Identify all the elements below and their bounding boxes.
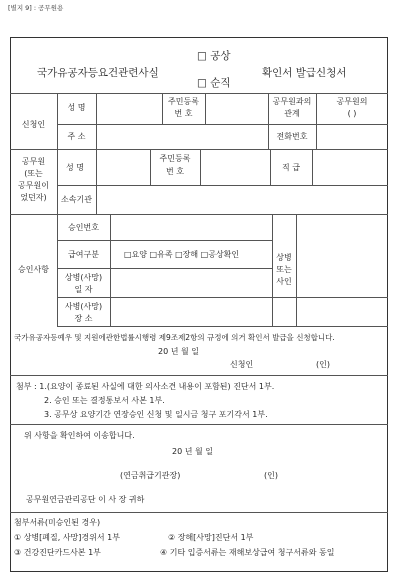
form-label: [별지 9] : 공무원용 <box>8 4 64 12</box>
approval-section-label: 승인사항 <box>18 265 49 274</box>
document-item-3: ③ 건강진단카드사본 1부 <box>14 548 101 557</box>
declaration-seal: (인) <box>316 360 330 369</box>
injury-label-2: 또는 <box>276 265 292 274</box>
rule <box>57 268 272 269</box>
approval-number-label: 승인번호 <box>68 223 99 232</box>
applicant-section-label: 신청인 <box>21 120 46 129</box>
applicant-rrn-label-1: 주민등록 <box>168 97 199 106</box>
civil-servant-agency-label: 소속기관 <box>61 195 92 204</box>
confirmation-date: 20 년 월 일 <box>172 447 213 456</box>
confirmation-issuer-label: (연금취급기관장) <box>120 471 181 480</box>
rule <box>57 124 388 125</box>
attachment-line-3: 3. 공무상 요양기간 연장승인 신청 및 일시금 청구 포기각서 1부. <box>44 410 268 419</box>
civil-servant-rrn-label-2: 번 호 <box>166 167 184 176</box>
injury-label-3: 사인 <box>276 277 292 286</box>
rule <box>200 149 201 185</box>
title-right: 확인서 발급신청서 <box>262 67 347 79</box>
declaration-date: 20 년 월 일 <box>158 347 199 356</box>
rule <box>57 297 388 298</box>
applicant-phone-label: 전화번호 <box>276 132 308 141</box>
title-left: 국가유공자등요건관련사실 <box>37 67 159 79</box>
civil-servant-section-label-3: 공무원이 <box>18 181 49 190</box>
rule <box>205 93 206 124</box>
injury-label-1: 상병 <box>276 253 292 262</box>
rule <box>10 93 388 94</box>
civil-servant-rrn-label-1: 주민등록 <box>159 154 191 163</box>
applicant-address-label: 주 소 <box>67 132 86 141</box>
document-item-2: ② 장해[사망]진단서 1부 <box>168 533 254 542</box>
applicant-relation-label-2: 관계 <box>284 109 300 118</box>
benefit-type-options[interactable]: □요양 □유족 □장해 □공상확인 <box>124 250 240 259</box>
document-item-1: ① 상병[폐질, 사망]경위서 1부 <box>14 533 120 542</box>
injury-place-label-2: 장 소 <box>74 314 93 323</box>
declaration-signer-label: 신청인 <box>230 360 254 369</box>
civil-servant-section-label-1: 공무원 <box>21 157 46 166</box>
rule <box>57 240 272 241</box>
rule <box>10 149 388 150</box>
civil-servant-relation-label: 공무원의 <box>336 97 368 106</box>
rule <box>96 149 97 214</box>
declaration-text: 국가유공자등예우 및 지원에관한법률시행령 제9조제2항의 규정에 의거 확인서 발급을 신청합니다. <box>14 333 335 342</box>
confirmation-text: 위 사항을 확인하여 이송합니다. <box>24 431 135 440</box>
civil-servant-section-label-4: 었던자) <box>20 193 47 202</box>
civil-servant-rank-label: 직 급 <box>282 163 300 172</box>
attachment-line-2: 2. 승인 또는 결정통보서 사본 1부. <box>44 396 165 405</box>
civil-servant-section-label-2: (또는 <box>24 169 43 178</box>
confirmation-recipient: 공무원연금관리공단 이 사 장 귀하 <box>26 495 145 504</box>
option-official-injury[interactable]: □ 공상 <box>197 50 231 62</box>
rule <box>10 214 388 215</box>
rule <box>10 512 388 513</box>
rule <box>96 93 97 124</box>
option-line-of-duty-death[interactable]: □ 순직 <box>197 77 231 89</box>
confirmation-seal: (인) <box>264 471 278 480</box>
document-item-4: ④ 기타 입증서류는 재해보상급여 청구서류와 동일 <box>160 548 335 557</box>
applicant-relation-label-1: 공무원과의 <box>272 97 312 106</box>
injury-date-label-1: 상병(사망) <box>64 273 103 282</box>
rule <box>96 124 97 149</box>
rule <box>57 185 388 186</box>
attachment-line-1: 첨부 : 1.(요양이 종료된 사실에 대한 의사소견 내용이 포함된) 진단서 1부. <box>16 382 275 391</box>
civil-servant-relation-blank: ( ) <box>347 109 357 118</box>
civil-servant-name-label: 성 명 <box>66 163 84 172</box>
rule <box>296 214 297 326</box>
applicant-name-label: 성 명 <box>67 103 86 112</box>
rule <box>10 375 388 376</box>
rule <box>312 149 313 185</box>
injury-place-label-1: 사병(사망) <box>64 302 103 311</box>
applicant-rrn-label-2: 번 호 <box>174 109 193 118</box>
injury-date-label-2: 일 자 <box>74 285 93 294</box>
documents-heading: 첨부서류(미승인된 경우) <box>14 518 101 527</box>
benefit-type-label: 급여구분 <box>68 250 99 259</box>
rule <box>57 326 388 327</box>
rule <box>110 214 111 326</box>
rule <box>10 424 388 425</box>
